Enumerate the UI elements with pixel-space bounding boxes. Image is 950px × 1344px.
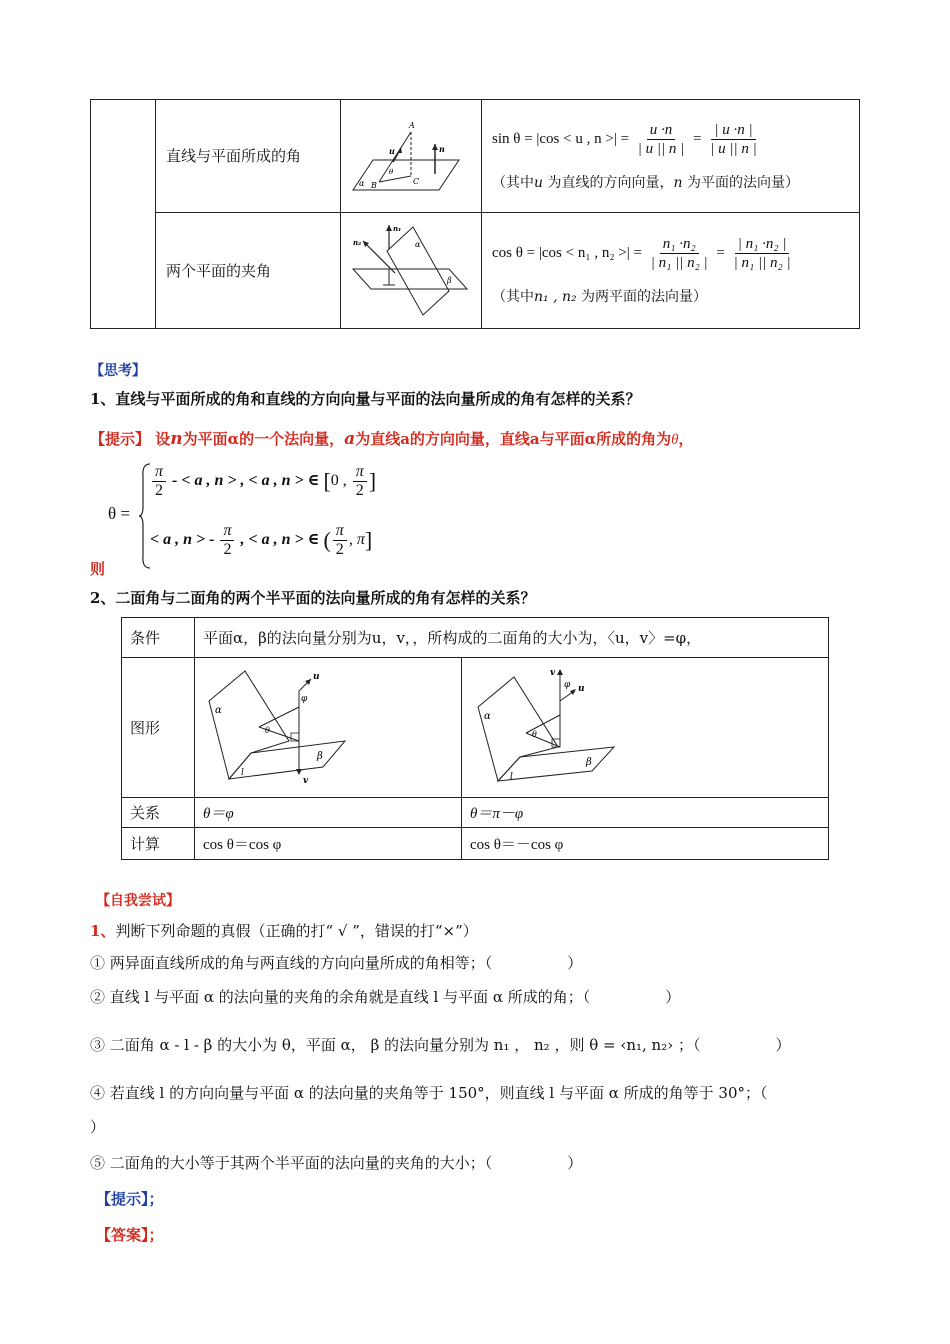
theta-equals: θ = <box>108 504 130 523</box>
statement-4: ④ 若直线 l 的方向向量与平面 α 的法向量的夹角等于 150°，则直线 l 与平面 α 所成的角等于 30°；（ <box>90 1084 768 1102</box>
calc-label: 计算 <box>122 828 195 860</box>
fig-label-theta: θ <box>389 168 394 176</box>
sin-formula: sin θ = |cos < u , n >| = $\frac{u \cdot n}{| u || n |}$ = $\frac{| u \cdot n |}{| u || n |}$ <box>492 121 757 157</box>
fig2-phi: φ <box>564 679 571 690</box>
statement-4-cont: ） <box>90 1118 106 1136</box>
line-plane-diagram <box>349 108 473 200</box>
rel-1: θ＝φ <box>195 798 462 828</box>
cos-formula: cos θ = |cos < n₁ , n₂ >| = $\frac{\text{n₁ ·n₂}}{\text{| n₁ || n₂ |}}$ = $\frac{\text{| n₁ ·n₂ |}}{\text{| n₁ || n₂ |}}$ <box>492 236 791 271</box>
hint-line: 【提示】 设n为平面α的一个法向量，a为直线a的方向向量，直线a与平面α所成的角为θ， <box>90 429 694 449</box>
dihedral-table <box>121 617 829 860</box>
row-two-planes-formula <box>482 213 860 329</box>
row-two-planes-label: 两个平面的夹角 <box>156 213 341 329</box>
fig2-v: v <box>550 667 556 678</box>
fig1-u: u <box>313 671 320 682</box>
self-try-q1: 1、判断下列命题的真假（正确的打“ √ ”，错误的打“×”） <box>90 922 478 940</box>
fig-label-alpha2: α <box>415 239 421 249</box>
cos-formula-note: （其中n₁ , n₂ 为两平面的法向量） <box>492 289 708 305</box>
two-planes-diagram <box>349 221 473 317</box>
cond-text: 平面α，β的法向量分别为u，v，，所构成的二面角的大小为，〈u，v〉=φ， <box>195 618 829 658</box>
dihedral-fig-1 <box>201 661 361 791</box>
dihedral-fig-2 <box>470 661 630 791</box>
fig-label-n1: n₁ <box>393 223 402 233</box>
rel-label: 关系 <box>122 798 195 828</box>
formula-table <box>90 99 860 329</box>
fig-label-beta: β <box>447 275 452 285</box>
piecewise-case-2: < a , n > - $\frac{\pi}{2}$ , < a , n > ∈ ( $\frac{\pi}{2}$ , π] <box>150 522 373 558</box>
then-label: 则 <box>90 560 106 578</box>
fig-label-n: n <box>439 144 445 154</box>
piecewise-case-1: $\frac{\pi}{2}$ - < a , n > , < a , n > ∈ [0 , $\frac{\pi}{2}$ ] <box>150 463 376 500</box>
fig2-u: u <box>578 683 585 694</box>
fig2-theta: θ <box>532 729 537 739</box>
think-question-2: 2、二面角与二面角的两个半平面的法向量所成的角有怎样的关系？ <box>90 589 536 607</box>
fig2-l: l <box>510 771 513 782</box>
fig-label-A: A <box>409 121 415 130</box>
blank-cell <box>91 100 156 329</box>
think-heading: 【思考】 <box>90 363 146 379</box>
sin-formula-note: （其中u 为直线的方向向量，n 为平面的法向量） <box>492 174 799 191</box>
self-try-hint: 【提示】； <box>96 1190 164 1208</box>
fig1-alpha: α <box>215 704 222 716</box>
row-line-plane-label: 直线与平面所成的角 <box>156 100 341 213</box>
row-line-plane-formula <box>482 100 860 213</box>
self-try-heading: 【自我尝试】 <box>96 893 180 909</box>
fig1-l: l <box>241 767 244 778</box>
row-line-plane-figure <box>341 100 482 213</box>
rel-2: θ＝π－φ <box>462 798 829 828</box>
statement-1: ① 两异面直线所成的角与两直线的方向向量所成的角相等；（ ） <box>90 954 583 972</box>
fig-label-C: C <box>413 177 420 186</box>
calc-1: cos θ＝cos φ <box>195 828 462 860</box>
statement-3: ③ 二面角 α - l - β 的大小为 θ，平面 α， β 的法向量分别为 n₁ ， n₂ ，则 θ = ‹n₁, n₂› ；（ ） <box>90 1036 791 1054</box>
row-two-planes-figure <box>341 213 482 329</box>
fig-label-n2: n₂ <box>353 237 362 247</box>
fig-cell-2 <box>462 658 829 798</box>
fig1-theta: θ <box>265 725 270 735</box>
calc-2: cos θ＝－cos φ <box>462 828 829 860</box>
statement-2: ② 直线 l 与平面 α 的法向量的夹角的余角就是直线 l 与平面 α 所成的角；（ ） <box>90 988 681 1006</box>
fig-label-B: B <box>371 181 377 190</box>
fig1-phi: φ <box>301 693 308 704</box>
cond-label: 条件 <box>122 618 195 658</box>
fig-label-alpha: α <box>359 179 365 188</box>
statement-5: ⑤ 二面角的大小等于其两个半平面的法向量的夹角的大小；（ ） <box>90 1154 583 1172</box>
fig2-alpha: α <box>484 710 491 722</box>
think-question-1: 1、直线与平面所成的角和直线的方向向量与平面的法向量所成的角有怎样的关系？ <box>90 390 641 408</box>
fig1-beta: β <box>317 750 323 762</box>
fig2-beta: β <box>586 756 592 768</box>
fig1-v: v <box>303 775 309 786</box>
fig-cell-1 <box>195 658 462 798</box>
fig-label-u: u <box>389 146 395 156</box>
fig-label: 图形 <box>122 658 195 798</box>
self-try-answer: 【答案】； <box>96 1226 164 1244</box>
